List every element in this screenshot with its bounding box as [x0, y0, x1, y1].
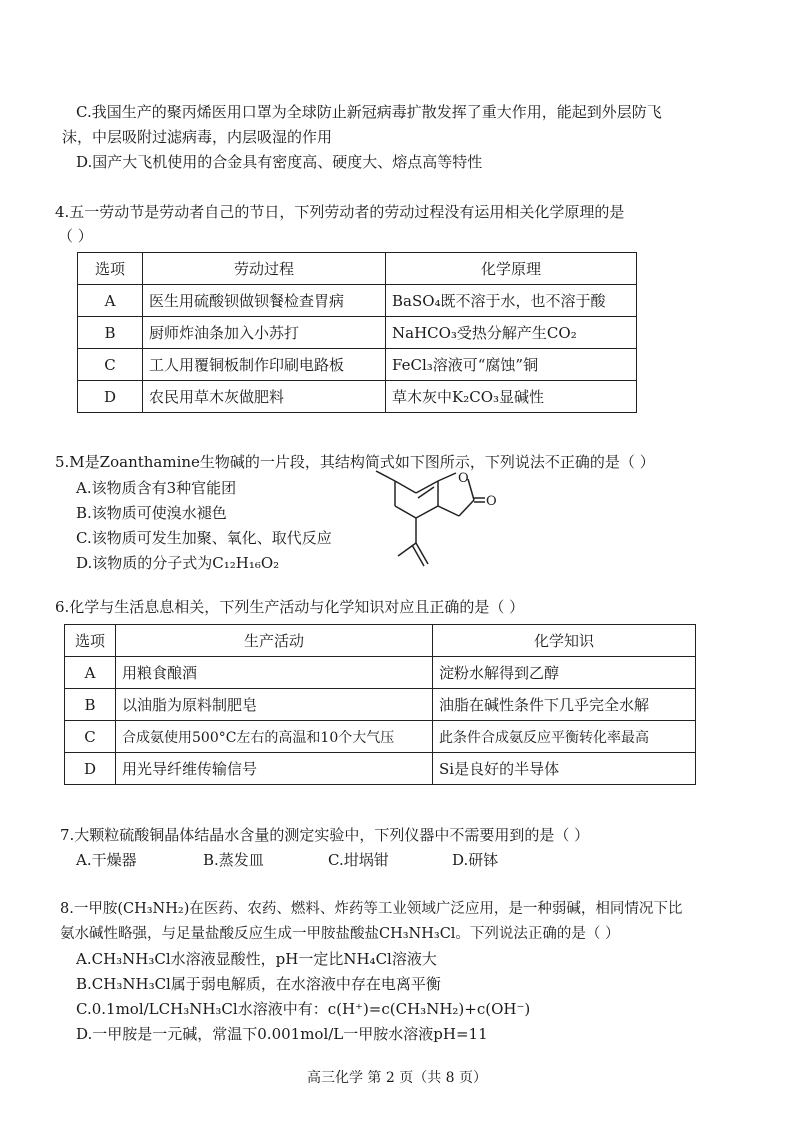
q3-option-c-line2: 沫，中层吸附过滤病毒，内层吸湿的作用 — [62, 128, 333, 146]
table-cell: 合成氨使用500°C左右的高温和10个大气压 — [116, 721, 433, 753]
q8-option-d: D.一甲胺是一元碱，常温下0.001mol/L一甲胺水溶液pH=11 — [76, 1025, 488, 1043]
q8-option-a: A.CH₃NH₃Cl水溶液显酸性，pH一定比NH₄Cl溶液大 — [76, 950, 437, 968]
header-cell: 化学原理 — [386, 253, 637, 285]
q7-option-c: C.坩埚钳 — [328, 851, 389, 869]
table-cell: 用光导纤维传输信号 — [116, 753, 433, 785]
table-cell: D — [78, 381, 143, 413]
table-row — [65, 657, 696, 689]
table-cell: C — [65, 721, 116, 753]
page-footer: 高三化学 第 2 页（共 8 页） — [306, 1070, 488, 1086]
table-cell: FeCl₃溶液可“腐蚀”铜 — [386, 349, 637, 381]
q7-option-a: A.干燥器 — [76, 851, 137, 869]
structural-formula — [360, 470, 500, 580]
q4-stem-line2: （ ） — [58, 227, 93, 245]
q6-stem: 6.化学与生活息息相关，下列生产活动与化学知识对应且正确的是（ ） — [55, 598, 525, 616]
table-cell: C — [78, 349, 143, 381]
table-row — [78, 317, 637, 349]
q3-option-d: D.国产大飞机使用的合金具有密度高、硬度大、熔点高等特性 — [76, 153, 483, 171]
q8-stem-line2: 氨水碱性略强，与足量盐酸反应生成一甲胺盐酸盐CH₃NH₃Cl。下列说法正确的是（ ） — [60, 926, 620, 942]
table-cell: A — [65, 657, 116, 689]
table-cell: 此条件合成氨反应平衡转化率最高 — [433, 721, 696, 753]
table-row — [65, 721, 696, 753]
table-header-row — [78, 253, 637, 285]
header-cell: 选项 — [78, 253, 143, 285]
q5-option-c: C.该物质可发生加聚、氧化、取代反应 — [76, 529, 332, 547]
table-row — [78, 285, 637, 317]
q7-option-d: D.研钵 — [452, 851, 499, 869]
table-cell: 淀粉水解得到乙醇 — [433, 657, 696, 689]
q4-stem-line1: 4.五一劳动节是劳动者自己的节日，下列劳动者的劳动过程没有运用相关化学原理的是 — [55, 203, 625, 221]
table-cell: Si是良好的半导体 — [433, 753, 696, 785]
q5-stem: 5.M是Zoanthamine生物碱的一片段，其结构简式如下图所示，下列说法不正确的是（ ） — [55, 453, 655, 471]
header-cell: 劳动过程 — [143, 253, 386, 285]
carbonyl-oxygen-label: O — [486, 494, 497, 509]
table-cell: 厨师炸油条加入小苏打 — [143, 317, 386, 349]
table-header-row — [65, 625, 696, 657]
q8-stem-line1: 8.一甲胺(CH₃NH₂)在医药、农药、燃料、炸药等工业领域广泛应用，是一种弱碱，相同情况下比 — [60, 901, 683, 917]
q4-table — [77, 252, 637, 413]
table-row — [78, 381, 637, 413]
table-cell: D — [65, 753, 116, 785]
table-cell: 以油脂为原料制肥皂 — [116, 689, 433, 721]
q3-option-c-line1: C.我国生产的聚丙烯医用口罩为全球防止新冠病毒扩散发挥了重大作用，能起到外层防飞 — [76, 103, 662, 121]
q8-option-c: C.0.1mol/LCH₃NH₃Cl水溶液中有：c(H⁺)=c(CH₃NH₂)+c(OH⁻) — [76, 1000, 531, 1018]
table-row — [65, 689, 696, 721]
table-cell: 工人用覆铜板制作印刷电路板 — [143, 349, 386, 381]
table-cell: 医生用硫酸钡做钡餐检查胃病 — [143, 285, 386, 317]
table-cell: BaSO₄既不溶于水，也不溶于酸 — [386, 285, 637, 317]
table-cell: NaHCO₃受热分解产生CO₂ — [386, 317, 637, 349]
header-cell: 生产活动 — [116, 625, 433, 657]
table-cell: 油脂在碱性条件下几乎完全水解 — [433, 689, 696, 721]
table-row — [65, 753, 696, 785]
q5-option-d: D.该物质的分子式为C₁₂H₁₆O₂ — [76, 554, 280, 572]
q5-option-b: B.该物质可使溴水褪色 — [76, 504, 227, 522]
q7-option-b: B.蒸发皿 — [203, 851, 264, 869]
header-cell: 化学知识 — [433, 625, 696, 657]
table-row — [78, 349, 637, 381]
ring-oxygen-label: O — [458, 471, 469, 486]
q8-option-b: B.CH₃NH₃Cl属于弱电解质，在水溶液中存在电离平衡 — [76, 975, 441, 993]
table-cell: 用粮食酿酒 — [116, 657, 433, 689]
table-cell: 草木灰中K₂CO₃显碱性 — [386, 381, 637, 413]
q6-table — [64, 624, 696, 785]
q7-stem: 7.大颗粒硫酸铜晶体结晶水含量的测定实验中，下列仪器中不需要用到的是（ ） — [60, 826, 590, 844]
table-cell: A — [78, 285, 143, 317]
table-cell: B — [78, 317, 143, 349]
q5-option-a: A.该物质含有3种官能团 — [76, 479, 237, 497]
table-cell: 农民用草木灰做肥料 — [143, 381, 386, 413]
table-cell: B — [65, 689, 116, 721]
header-cell: 选项 — [65, 625, 116, 657]
